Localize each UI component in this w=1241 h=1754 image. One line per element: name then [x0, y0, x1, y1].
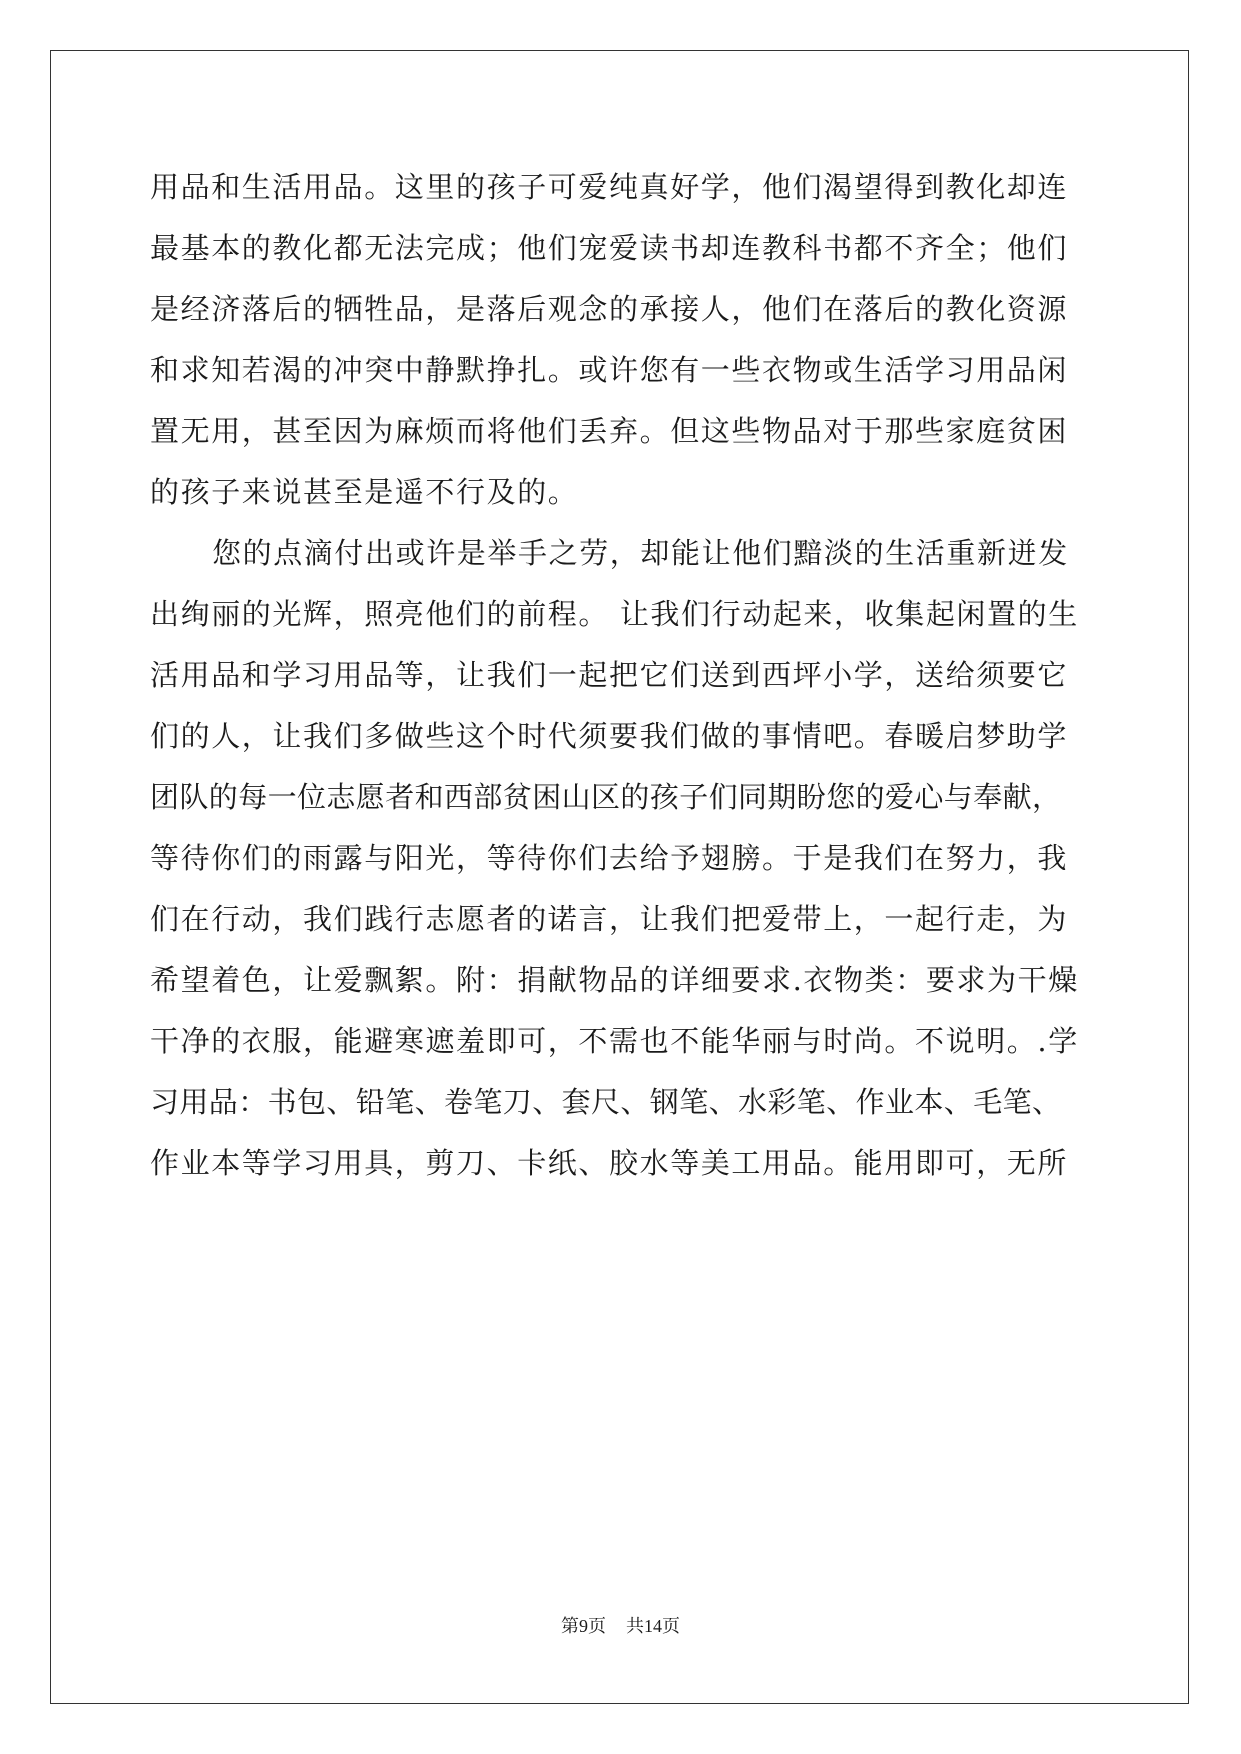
text-line: 们在行动，我们践行志愿者的诺言，让我们把爱带上，一起行走，为	[150, 902, 1069, 936]
text-line: 团队的每一位志愿者和西部贫困山区的孩子们同期盼您的爱心与奉献，	[150, 780, 1062, 814]
text-line: 最基本的教化都无法完成；他们宠爱读书却连教科书都不齐全；他们	[150, 231, 1069, 265]
text-line: 的孩子来说甚至是遥不行及的。	[150, 475, 579, 509]
text-line: 希望着色，让爱飘絮。附：捐献物品的详细要求.衣物类：要求为干燥	[150, 963, 1079, 997]
text-line: 等待你们的雨露与阳光，等待你们去给予翅膀。于是我们在努力，我	[150, 841, 1069, 875]
page-total: 共14页	[626, 1616, 680, 1636]
text-line: 作业本等学习用具，剪刀、卡纸、胶水等美工用品。能用即可，无所	[150, 1146, 1069, 1180]
page-number: 第9页	[561, 1616, 606, 1636]
paragraph-first-line: 您的点滴付出或许是举手之劳，却能让他们黯淡的生活重新迸发	[212, 536, 1069, 570]
page-footer	[0, 1612, 1241, 1638]
text-line: 和求知若渴的冲突中静默挣扎。或许您有一些衣物或生活学习用品闲	[150, 353, 1069, 387]
text-line: 用品和生活用品。这里的孩子可爱纯真好学，他们渴望得到教化却连	[150, 170, 1069, 204]
text-line: 们的人，让我们多做些这个时代须要我们做的事情吧。春暖启梦助学	[150, 719, 1069, 753]
document-body	[150, 157, 1090, 1194]
text-line: 习用品：书包、铅笔、卷笔刀、套尺、钢笔、水彩笔、作业本、毛笔、	[150, 1085, 1062, 1119]
text-line: 是经济落后的牺牲品，是落后观念的承接人，他们在落后的教化资源	[150, 292, 1069, 326]
text-line: 干净的衣服，能避寒遮羞即可，不需也不能华丽与时尚。不说明。.学	[150, 1024, 1079, 1058]
text-line: 活用品和学习用品等，让我们一起把它们送到西坪小学，送给须要它	[150, 658, 1069, 692]
text-line: 置无用，甚至因为麻烦而将他们丢弃。但这些物品对于那些家庭贫困	[150, 414, 1069, 448]
text-line: 出绚丽的光辉，照亮他们的前程。 让我们行动起来，收集起闲置的生	[150, 597, 1079, 631]
